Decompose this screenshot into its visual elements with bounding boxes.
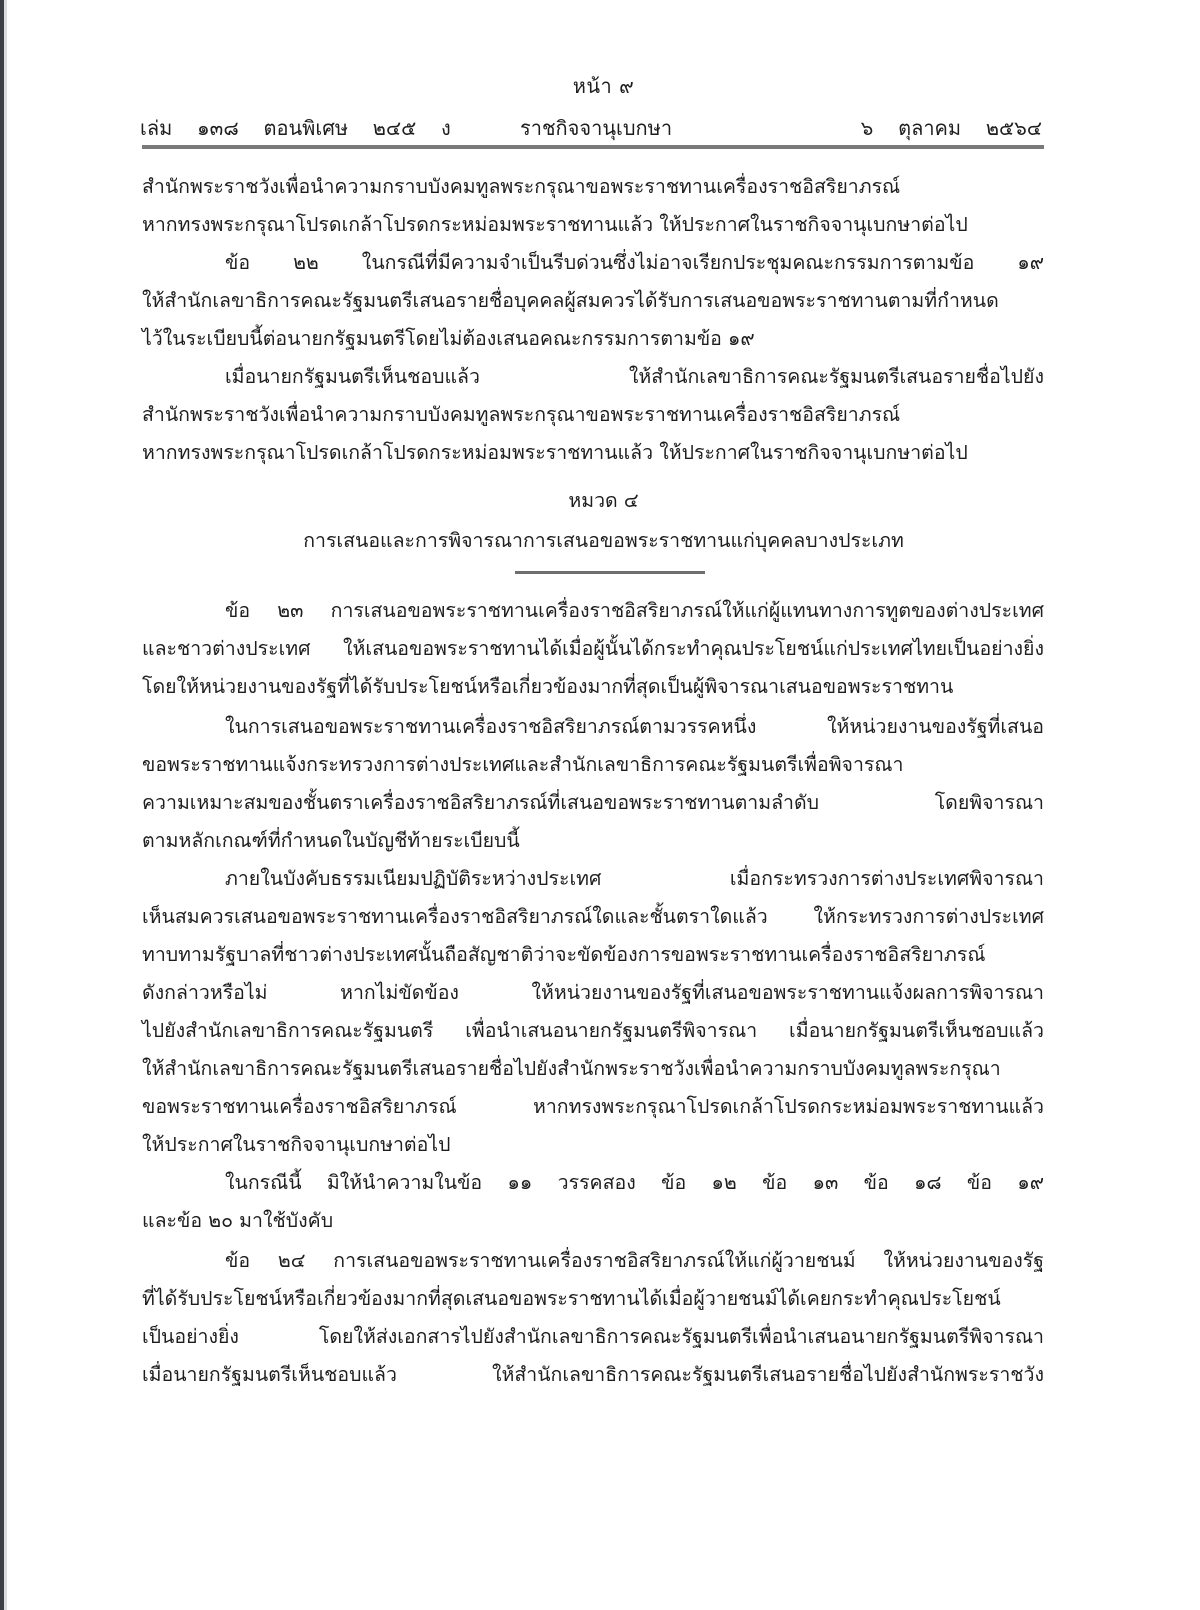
text-line: ภายในบังคับธรรมเนียมปฏิบัติระหว่างประเทศ เมื่อกระทรวงการต่างประเทศพิจารณา	[225, 867, 1044, 890]
clause-24-line: ข้อ ๒๔ การเสนอขอพระราชทานเครื่องราชอิสริยาภรณ์ให้แก่ผู้วายชนม์ ให้หน่วยงานของรัฐ	[225, 1249, 1044, 1272]
text-line: ไปยังสำนักเลขาธิการคณะรัฐมนตรี เพื่อนำเสนอนายกรัฐมนตรีพิจารณา เมื่อนายกรัฐมนตรีเห็นชอบแล้ว	[142, 1019, 1044, 1042]
text-line: ในกรณีนี้ มิให้นำความในข้อ ๑๑ วรรคสอง ข้อ ๑๒ ข้อ ๑๓ ข้อ ๑๘ ข้อ ๑๙	[225, 1171, 1044, 1194]
text-line: ไว้ในระเบียบนี้ต่อนายกรัฐมนตรีโดยไม่ต้องเสนอคณะกรรมการตามข้อ ๑๙	[142, 327, 755, 350]
gazette-header	[140, 112, 1042, 140]
text-line: ให้ประกาศในราชกิจจานุเบกษาต่อไป	[142, 1133, 451, 1156]
text-line: เห็นสมควรเสนอขอพระราชทานเครื่องราชอิสริยาภรณ์ใดและชั้นตราใดแล้ว ให้กระทรวงการต่างประเทศ	[142, 905, 1044, 928]
text-line: ตามหลักเกณฑ์ที่กำหนดในบัญชีท้ายระเบียบนี้	[142, 829, 520, 852]
text-line: เมื่อนายกรัฐมนตรีเห็นชอบแล้ว ให้สำนักเลขาธิการคณะรัฐมนตรีเสนอรายชื่อไปยัง	[225, 365, 1044, 388]
clause-23-line: ข้อ ๒๓ การเสนอขอพระราชทานเครื่องราชอิสริยาภรณ์ให้แก่ผู้แทนทางการทูตของต่างประเทศ	[225, 599, 1044, 622]
text-line: ดังกล่าวหรือไม่ หากไม่ขัดข้อง ให้หน่วยงานของรัฐที่เสนอขอพระราชทานแจ้งผลการพิจารณา	[142, 981, 1044, 1004]
chapter-divider	[515, 571, 705, 574]
publication-title: ราชกิจจานุเบกษา	[520, 116, 673, 140]
text-line: หากทรงพระกรุณาโปรดเกล้าโปรดกระหม่อมพระราชทานแล้ว ให้ประกาศในราชกิจจานุเบกษาต่อไป	[142, 441, 968, 464]
page-number: หน้า ๙	[572, 74, 635, 98]
text-line: และข้อ ๒๐ มาใช้บังคับ	[142, 1209, 334, 1232]
text-line: ขอพระราชทานแจ้งกระทรวงการต่างประเทศและสำนักเลขาธิการคณะรัฐมนตรีเพื่อพิจารณา	[142, 753, 904, 776]
text-line: เมื่อนายกรัฐมนตรีเห็นชอบแล้ว ให้สำนักเลขาธิการคณะรัฐมนตรีเสนอรายชื่อไปยังสำนักพระราชวัง	[142, 1363, 1044, 1386]
clause-22-line: ข้อ ๒๒ ในกรณีที่มีความจำเป็นรีบด่วนซึ่งไม่อาจเรียกประชุมคณะกรรมการตามข้อ ๑๙	[225, 251, 1044, 274]
text-line: ขอพระราชทานเครื่องราชอิสริยาภรณ์ หากทรงพระกรุณาโปรดเกล้าโปรดกระหม่อมพระราชทานแล้ว	[142, 1095, 1044, 1118]
header-divider	[142, 145, 1044, 149]
text-line: สำนักพระราชวังเพื่อนำความกราบบังคมทูลพระกรุณาขอพระราชทานเครื่องราชอิสริยาภรณ์	[142, 403, 901, 426]
text-line: ความเหมาะสมของชั้นตราเครื่องราชอิสริยาภรณ์ที่เสนอขอพระราชทานตามลำดับ โดยพิจารณา	[142, 791, 1044, 814]
text-line: โดยให้หน่วยงานของรัฐที่ได้รับประโยชน์หรือเกี่ยวข้องมากที่สุดเป็นผู้พิจารณาเสนอขอพระราชทาน	[142, 675, 954, 698]
text-line: ให้สำนักเลขาธิการคณะรัฐมนตรีเสนอรายชื่อไปยังสำนักพระราชวังเพื่อนำความกราบบังคมทูลพระกรุณา	[142, 1057, 1001, 1080]
text-line: ในการเสนอขอพระราชทานเครื่องราชอิสริยาภรณ์ตามวรรคหนึ่ง ให้หน่วยงานของรัฐที่เสนอ	[225, 715, 1044, 738]
text-line: สำนักพระราชวังเพื่อนำความกราบบังคมทูลพระกรุณาขอพระราชทานเครื่องราชอิสริยาภรณ์	[142, 175, 901, 198]
text-line: หากทรงพระกรุณาโปรดเกล้าโปรดกระหม่อมพระราชทานแล้ว ให้ประกาศในราชกิจจานุเบกษาต่อไป	[142, 213, 968, 236]
publication-date: ๖ ตุลาคม ๒๕๖๔	[860, 116, 1042, 140]
text-line: เป็นอย่างยิ่ง โดยให้ส่งเอกสารไปยังสำนักเลขาธิการคณะรัฐมนตรีเพื่อนำเสนอนายกรัฐมนตรีพิจารณา	[142, 1325, 1044, 1348]
volume-issue: เล่ม ๑๓๘ ตอนพิเศษ ๒๔๕ ง	[140, 116, 451, 140]
text-line: ให้สำนักเลขาธิการคณะรัฐมนตรีเสนอรายชื่อบุคคลผู้สมควรได้รับการเสนอขอพระราชทานตามที่กำหนด	[142, 289, 999, 312]
text-line: และชาวต่างประเทศ ให้เสนอขอพระราชทานได้เมื่อผู้นั้นได้กระทำคุณประโยชน์แก่ประเทศไทยเป็นอย่างยิ่ง	[142, 637, 1044, 660]
gazette-page	[7, 0, 1200, 1610]
chapter-number: หมวด ๔	[568, 489, 639, 512]
chapter-title: การเสนอและการพิจารณาการเสนอขอพระราชทานแก่บุคคลบางประเภท	[303, 529, 904, 552]
text-line: ทาบทามรัฐบาลที่ชาวต่างประเทศนั้นถือสัญชาติว่าจะขัดข้องการขอพระราชทานเครื่องราชอิสริยาภรณ์	[142, 943, 986, 966]
text-line: ที่ได้รับประโยชน์หรือเกี่ยวข้องมากที่สุดเสนอขอพระราชทานได้เมื่อผู้วายชนม์ได้เคยกระทำคุณประโยชน์	[142, 1287, 1001, 1310]
